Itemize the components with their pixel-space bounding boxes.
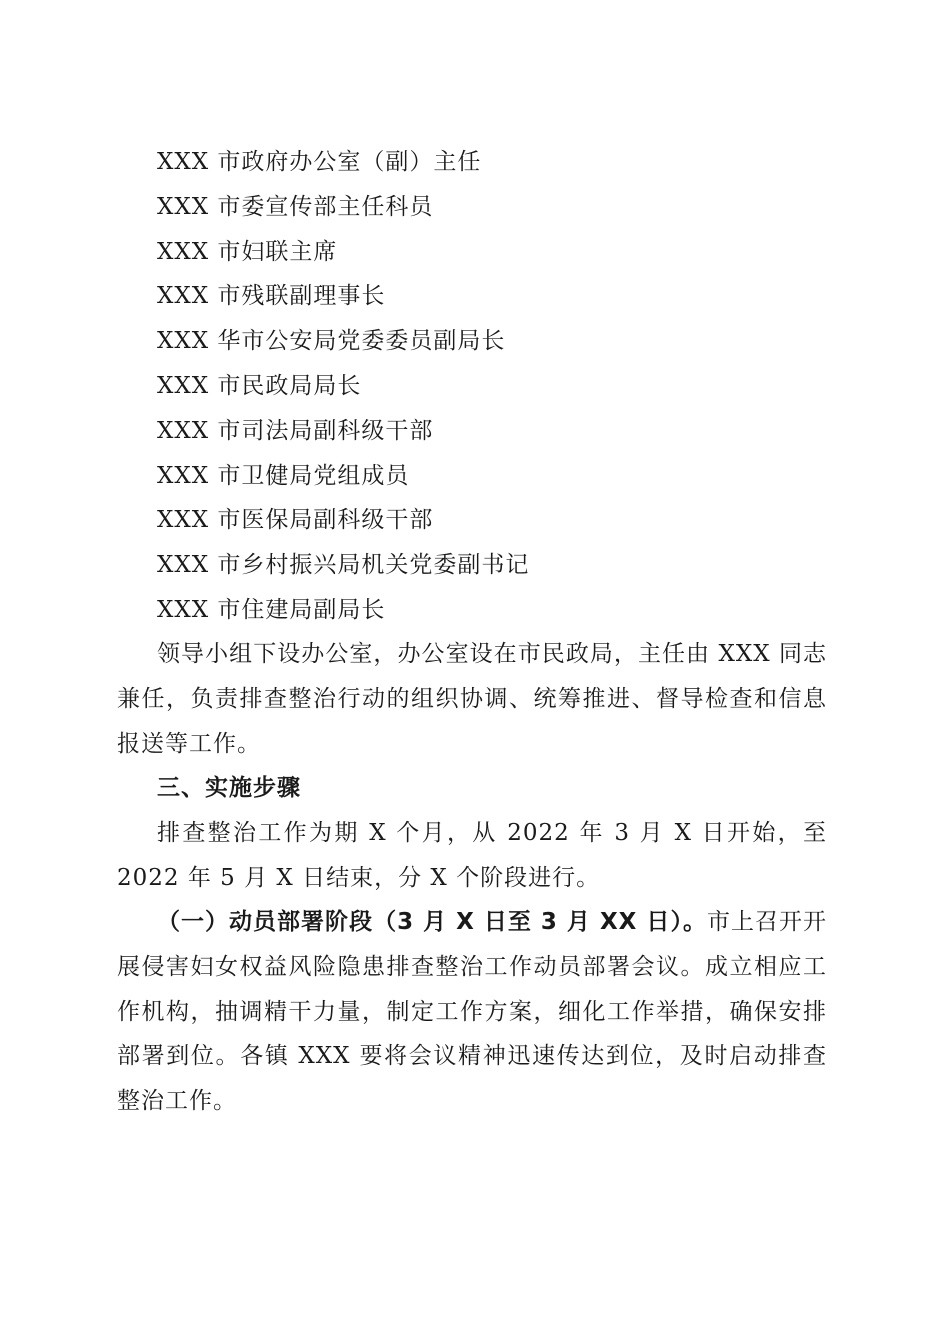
member-line: XXX 华市公安局党委委员副局长	[157, 328, 506, 355]
member-line: XXX 市民政局局长	[157, 372, 362, 399]
section-heading: 三、实施步骤	[157, 775, 301, 801]
member-line: XXX 市卫健局党组成员	[157, 462, 410, 489]
member-line: XXX 市医保局副科级干部	[157, 507, 434, 534]
member-line: XXX 市妇联主席	[157, 238, 338, 265]
member-line: XXX 市委宣传部主任科员	[157, 193, 434, 220]
phase1-body: 市上召开开展侵害妇女权益风险隐患排查整治工作动员部署会议。成立相应工作机构，抽调精干力量，制定工作方案，细化工作举措，确保安排部署到位。各镇 XXX 要将会议精神迅速传达到位，及时启动排查整治工作。	[117, 909, 828, 1115]
leadership-member-list	[157, 140, 529, 633]
member-line: XXX 市住建局副局长	[157, 596, 386, 623]
office-paragraph: 领导小组下设办公室，办公室设在市民政局，主任由 XXX 同志兼任，负责排查整治行动的组织协调、统筹推进、督导检查和信息报送等工作。	[117, 641, 827, 757]
phase1-paragraph	[117, 900, 827, 1124]
phase1-title: （一）动员部署阶段（3 月 X 日至 3 月 XX 日）。	[157, 909, 707, 935]
member-line: XXX 市政府办公室（副）主任	[157, 149, 482, 175]
member-line: XXX 市残联副理事长	[157, 283, 386, 310]
duration-paragraph: 排查整治工作为期 X 个月，从 2022 年 3 月 X 日开始，至 2022 年 5 月 X 日结束，分 X 个阶段进行。	[117, 820, 827, 891]
member-line: XXX 市乡村振兴局机关党委副书记	[157, 552, 530, 579]
member-line: XXX 市司法局副科级干部	[157, 417, 434, 444]
